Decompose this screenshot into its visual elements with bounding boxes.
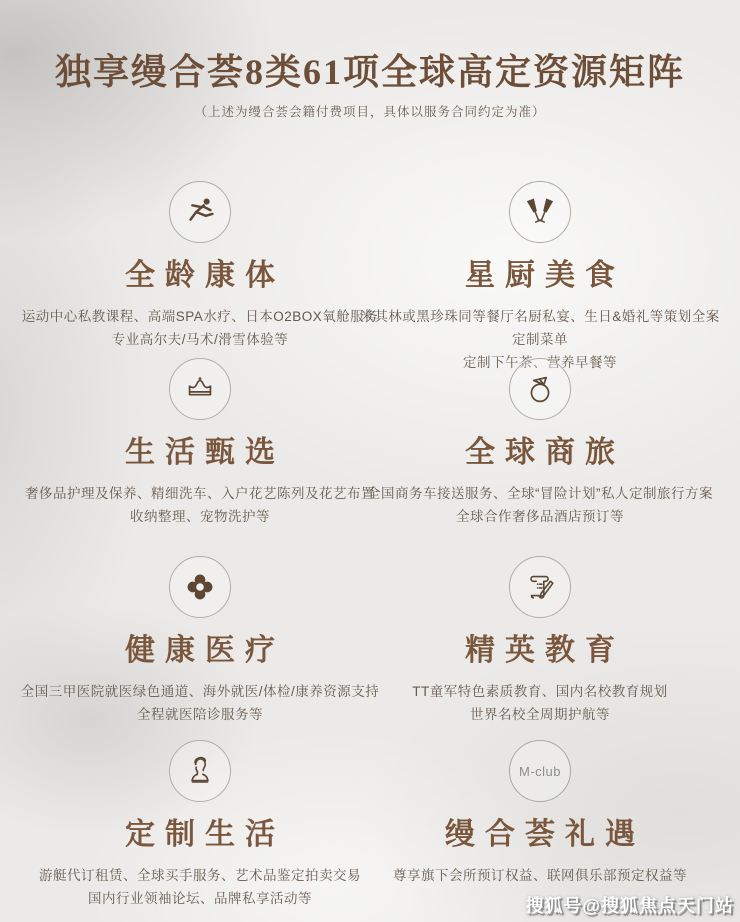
category-title: 健康医疗 <box>125 634 285 667</box>
sohu-watermark: 搜狐号@搜狐焦点天门站 <box>525 896 734 916</box>
category-title: 生活甄选 <box>125 436 285 469</box>
diamond-ring-icon <box>509 358 571 420</box>
category-card-cuisine <box>358 181 722 374</box>
category-card-travel <box>358 358 722 528</box>
category-card-education <box>358 556 722 726</box>
category-desc-line1: 全国三甲医院就医绿色通道、海外就医/体检/康养资源支持 <box>20 684 380 699</box>
category-card-health <box>18 556 382 726</box>
category-desc-line2: 收纳整理、宠物洗护等 <box>130 509 270 524</box>
category-card-custom-life <box>18 740 382 910</box>
runner-icon <box>169 181 231 243</box>
ornamental-cross-icon <box>169 556 231 618</box>
category-title: 定制生活 <box>125 818 285 851</box>
category-desc-line1: 全国商务车接送服务、全球“冒险计划”私人定制旅行方案 <box>367 486 713 501</box>
category-desc-line1: 游艇代订租赁、全球买手服务、艺术品鉴定拍卖交易 <box>39 868 361 883</box>
category-title: 缦合荟礼遇 <box>445 818 645 851</box>
category-desc-line2: 全球合作奢侈品酒店预订等 <box>456 509 624 524</box>
category-desc-line1: TT童军特色素质教育、国内名校教育规划 <box>412 684 668 699</box>
category-desc-line2: 世界名校全周期护航等 <box>470 707 610 722</box>
category-desc-line2: 国内行业领袖论坛、品牌私享活动等 <box>88 891 312 906</box>
m-club-badge <box>509 740 571 802</box>
category-card-lifestyle <box>18 358 382 528</box>
category-card-fitness <box>18 181 382 351</box>
category-card-mclub-privileges <box>358 740 722 887</box>
category-desc-line1: 米其林或黑珍珠同等餐厅名厨私宴、生日&婚礼等策划全案定制菜单 <box>360 309 720 347</box>
category-desc-line1: 奢侈品护理及保养、精细洗车、入户花艺陈列及花艺布置 <box>25 486 375 501</box>
page-title: 独享缦合荟8类61项全球高定资源矩阵 <box>54 52 685 92</box>
category-title: 星厨美食 <box>465 259 625 292</box>
scroll-pencil-icon <box>509 556 571 618</box>
page-subtitle: （上述为缦合荟会籍付费项目，具体以服务合同约定为准） <box>194 105 546 119</box>
m-club-label: M-club <box>518 763 561 779</box>
bust-icon <box>169 740 231 802</box>
category-desc-line1: 运动中心私教课程、高端SPA水疗、日本O2BOX氧舱服务 <box>21 309 379 324</box>
category-desc-line2: 专业高尔夫/马术/滑雪体验等 <box>111 332 289 347</box>
category-desc-line1: 尊享旗下会所预订权益、联网俱乐部预定权益等 <box>393 868 687 883</box>
category-desc-line2: 定制下午茶、营养早餐等 <box>463 355 617 370</box>
category-desc-line2: 全程就医陪诊服务等 <box>137 707 263 722</box>
category-title: 全球商旅 <box>465 436 625 469</box>
category-title: 全龄康体 <box>125 259 285 292</box>
crown-icon <box>169 358 231 420</box>
category-title: 精英教育 <box>465 634 625 667</box>
champagne-glasses-icon <box>509 181 571 243</box>
